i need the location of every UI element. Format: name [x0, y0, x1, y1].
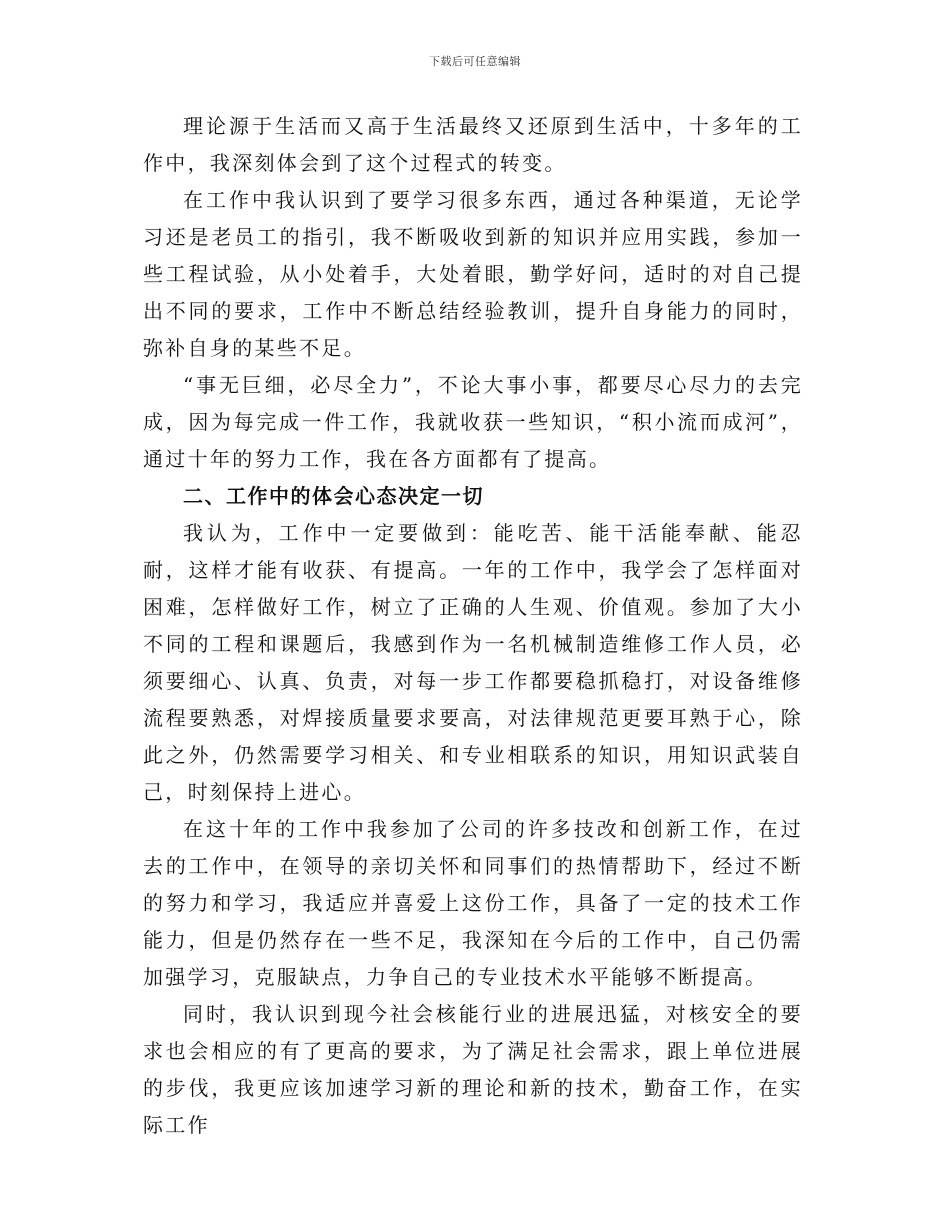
page-header: 下载后可任意编辑 [429, 55, 521, 68]
paragraph-4: 我认为，工作中一定要做到：能吃苦、能干活能奉献、能忍耐，这样才能有收获、有提高。一年的工作中，我学会了怎样面对困难，怎样做好工作，树立了正确的人生观、价值观。参加了大小不同的工程和课题后，我感到作为一名机械制造维修工作人员，必须要细心、认真、负责，对每一步工作都要稳抓稳打，对设备维修流程要熟悉，对焊接质量要求要高，对法律规范更要耳熟于心，除此之外，仍然需要学习相关、和专业相联系的知识，用知识武装自己，时刻保持上进心。 [143, 521, 803, 804]
paragraph-5: 在这十年的工作中我参加了公司的许多技改和创新工作，在过去的工作中，在领导的亲切关怀和同事们的热情帮助下，经过不断的努力和学习，我适应并喜爱上这份工作，具备了一定的技术工作能力，但是仍然存在一些不足，我深知在今后的工作中，自己仍需加强学习，克服缺点，力争自己的专业技术水平能够不断提高。 [143, 817, 803, 989]
paragraph-3: “事无巨细，必尽全力”，不论大事小事，都要尽心尽力的去完成，因为每完成一件工作，我就收获一些知识，“积小流而成河”，通过十年的努力工作，我在各方面都有了提高。 [143, 373, 803, 471]
document-body [143, 108, 803, 1144]
paragraph-6: 同时，我认识到现今社会核能行业的进展迅猛，对核安全的要求也会相应的有了更高的要求，为了满足社会需求，跟上单位进展的步伐，我更应该加速学习新的理论和新的技术，勤奋工作，在实际工作 [143, 1002, 803, 1137]
section-heading-2: 二、工作中的体会心态决定一切 [183, 484, 484, 508]
paragraph-2: 在工作中我认识到了要学习很多东西，通过各种渠道，无论学习还是老员工的指引，我不断吸收到新的知识并应用实践，参加一些工程试验，从小处着手，大处着眼，勤学好问，适时的对自己提出不同的要求，工作中不断总结经验教训，提升自身能力的同时，弥补自身的某些不足。 [143, 188, 803, 360]
paragraph-1: 理论源于生活而又高于生活最终又还原到生活中，十多年的工作中，我深刻体会到了这个过程式的转变。 [143, 114, 803, 175]
